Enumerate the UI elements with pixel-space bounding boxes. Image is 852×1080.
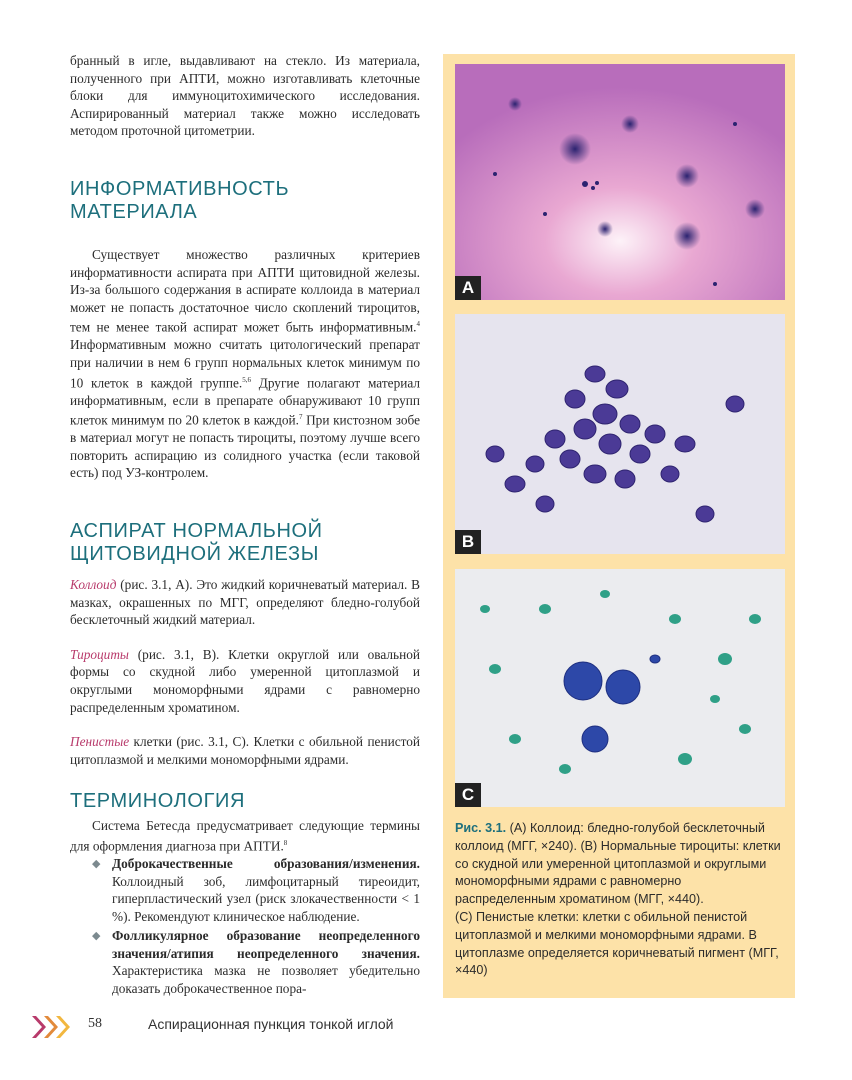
terminology-list xyxy=(70,855,420,998)
micrograph-c xyxy=(455,569,785,807)
diamond-bullet-icon: ◆ xyxy=(92,930,101,943)
micrograph-b xyxy=(455,314,785,554)
diamond-bullet-icon: ◆ xyxy=(92,857,101,870)
left-column xyxy=(70,52,420,998)
terminology-paragraph: Система Бетесда предусматривает следующие термины для оформления диагноза при АПТИ.$^8$ xyxy=(70,818,420,854)
term-foam: Пенистые xyxy=(70,734,130,750)
triple-chevron-arrow-icon xyxy=(30,1014,76,1040)
micrograph-a xyxy=(455,64,785,300)
informativity-paragraph: Существует множество различных критериев информативности аспирата при АПТИ щитовидной железы. Из-за большого содержания в аспирате коллоида в материал может не попасть достаточное число скоплений тироцитов, тем не менее такой аспират может быть информативным.$^4$ Информативным можно считать цитологический препарат при наличии в нем 6 групп нормальных клеток минимум по 10 клеток в каждой группе.$^{5,6}$ Другие полагают материал информативным, если в препарате обнаруживают 10 групп клеток минимум по 20 клеток в каждой.$^7$ При кистозном зобе в материал могут не попасть тироциты, поэтому лучше всего повторить аспирацию из солидного участка (если таковой есть) под УЗ-контролем. xyxy=(70,246,420,481)
term-colloid: Коллоид xyxy=(70,576,117,592)
colloid-paragraph: Коллоид (рис. 3.1, А). Это жидкий коричневатый материал. В мазках, окрашенных по МГГ, определяют бледно-голубой бесклеточный жидкий материал. xyxy=(70,576,420,628)
figure-label: Рис. 3.1. xyxy=(455,821,507,835)
thyrocytes-paragraph: Тироциты (рис. 3.1, B). Клетки округлой или овальной формы со скудной либо умеренной цитоплазмой и округлыми мономорфными ядрами с равномерно распределенным хроматином. xyxy=(70,646,420,715)
panel-letter-c: C xyxy=(455,783,481,807)
figure-caption xyxy=(455,820,783,980)
section-heading-terminology: ТЕРМИНОЛОГИЯ xyxy=(70,790,246,813)
section-heading-informativity: ИНФОРМАТИВНОСТЬ МАТЕРИАЛА xyxy=(70,177,290,223)
page-number: 58 xyxy=(88,1016,102,1031)
foam-cells-paragraph: Пенистые клетки (рис. 3.1, C). Клетки с обильной пенистой цитоплазмой и мелкими мономорфными ядрами. xyxy=(70,734,420,767)
list-item: ◆ Фолликулярное образование неопределенного значения/атипия неопределенного значения. Характеристика мазка не позволяет убедительно доказать доброкачественное пора- xyxy=(92,928,420,997)
caption-text-1: (A) Коллоид: бледно-голубой бесклеточный коллоид (МГГ, ×240). (B) Нормальные тироциты: клетки со скудной или умеренной цитоплазмой и округлыми мономорфными ядрами с равномерно распределенным хроматином (МГГ, ×440). xyxy=(455,821,781,907)
intro-paragraph: бранный в игле, выдавливают на стекло. Из материала, полученного при АПТИ, можно изготавливать клеточные блоки для иммуноцитохимического исследования. Аспирированный материал также можно исследовать методом проточной цитометрии. xyxy=(70,53,420,139)
caption-text-2: (C) Пенистые клетки: клетки с обильной пенистой цитоплазмой и мелкими мономорфными ядрами. В цитоплазме определяется коричневатый пигмент (МГГ, ×440) xyxy=(455,909,779,978)
list-item: ◆ Доброкачественные образования/изменения. Коллоидный зоб, лимфоцитарный тиреоидит, гиперпластический узел (риск злокачественности < 1 %). Рекомендуют клиническое наблюдение. xyxy=(92,855,420,924)
section-heading-normal-aspirate: АСПИРАТ НОРМАЛЬНОЙ ЩИТОВИДНОЙ ЖЕЛЕЗЫ xyxy=(70,519,323,565)
panel-letter-b: B xyxy=(455,530,481,554)
panel-letter-a: A xyxy=(455,276,481,300)
page-footer xyxy=(30,1014,430,1036)
term-thyrocytes: Тироциты xyxy=(70,646,129,662)
running-title: Аспирационная пункция тонкой иглой xyxy=(148,1016,394,1032)
